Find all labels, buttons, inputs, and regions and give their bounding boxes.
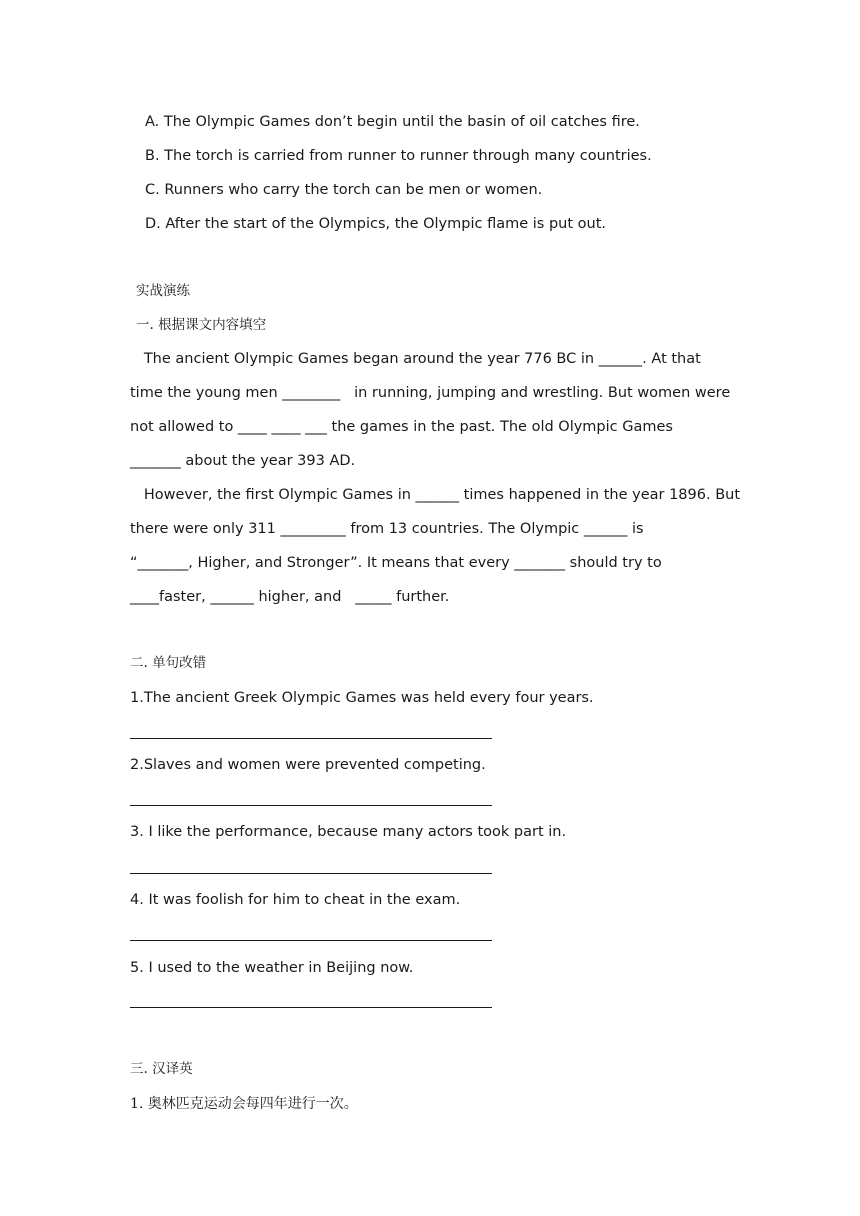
answer-line[interactable] (130, 738, 492, 739)
correction-item: 3. I like the performance, because many actors took part in. (130, 824, 567, 840)
practice-title: 实战演练 (136, 283, 190, 299)
correction-item: 2.Slaves and women were prevented competing. (130, 757, 486, 773)
answer-line[interactable] (130, 805, 492, 806)
translation-item: 1. 奥林匹克运动会每四年进行一次。 (130, 1096, 358, 1112)
option-c: C. Runners who carry the torch can be men or women. (145, 182, 543, 198)
section1-heading: 一. 根据课文内容填空 (136, 317, 267, 333)
passage-line: _______ about the year 393 AD. (130, 453, 356, 469)
passage-line: not allowed to ____ ____ ___ the games in the past. The old Olympic Games (130, 419, 673, 435)
answer-line[interactable] (130, 873, 492, 874)
passage-line: The ancient Olympic Games began around the year 776 BC in ______. At that (130, 351, 701, 367)
answer-line[interactable] (130, 940, 492, 941)
section3-heading: 三. 汉译英 (130, 1061, 193, 1077)
correction-item: 5. I used to the weather in Beijing now. (130, 960, 414, 976)
passage-line: there were only 311 _________ from 13 countries. The Olympic ______ is (130, 521, 644, 537)
passage-line: However, the first Olympic Games in ______ times happened in the year 1896. But (130, 487, 741, 503)
option-d: D. After the start of the Olympics, the Olympic flame is put out. (145, 216, 606, 232)
passage-line: “_______, Higher, and Stronger”. It means that every _______ should try to (130, 555, 662, 571)
correction-item: 4. It was foolish for him to cheat in the exam. (130, 892, 461, 908)
correction-item: 1.The ancient Greek Olympic Games was held every four years. (130, 690, 594, 706)
passage-line: time the young men ________ in running, jumping and wrestling. But women were (130, 385, 731, 401)
answer-line[interactable] (130, 1007, 492, 1008)
option-b: B. The torch is carried from runner to runner through many countries. (145, 148, 652, 164)
option-a: A. The Olympic Games don’t begin until the basin of oil catches fire. (145, 114, 640, 130)
passage-line: ____faster, ______ higher, and _____ further. (130, 589, 450, 605)
section2-heading: 二. 单句改错 (130, 655, 207, 671)
